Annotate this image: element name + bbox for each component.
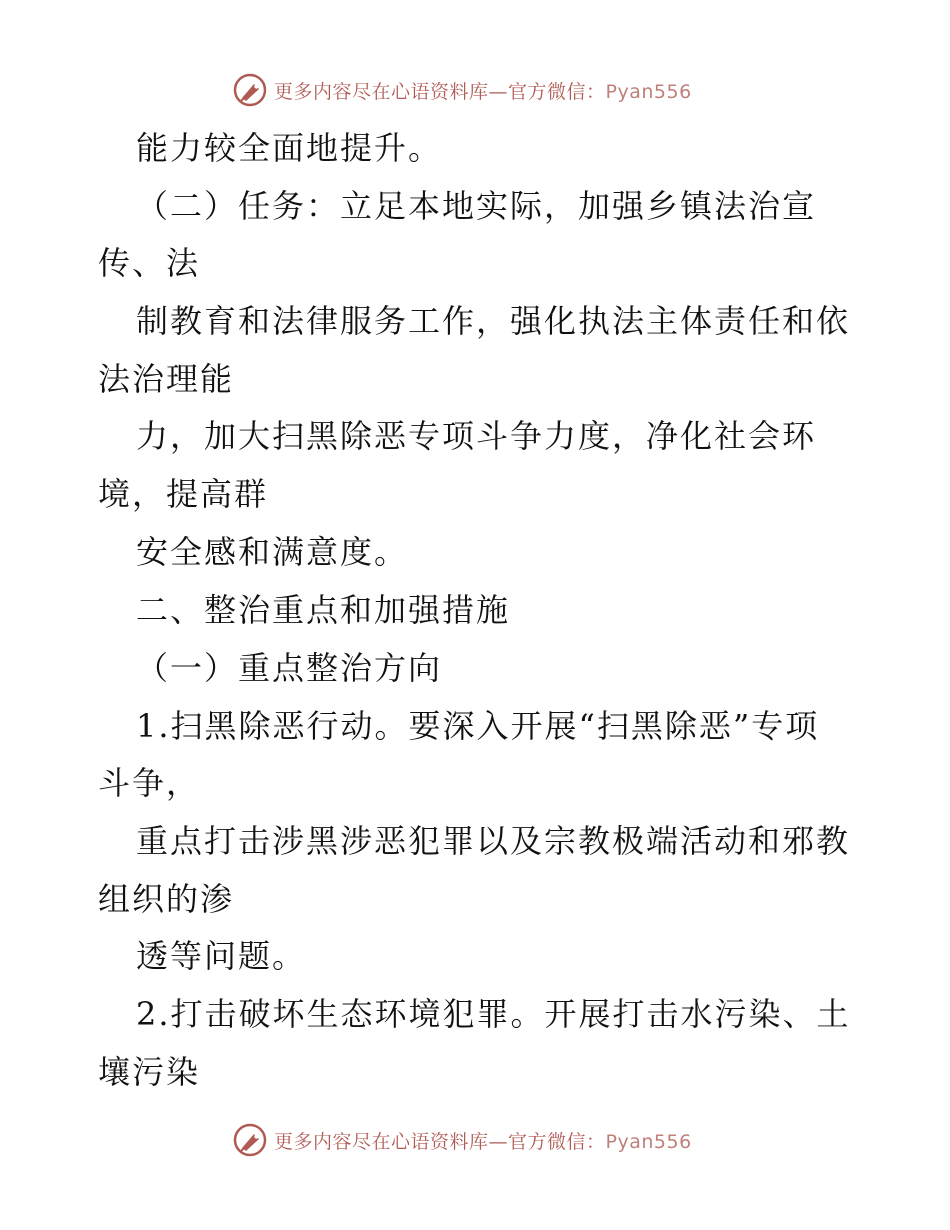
header-banner [232,70,752,110]
text-line: 斗争， [98,764,201,802]
footer-banner-text: 更多内容尽在心语资料库—官方微信：Pyan556 [274,1130,692,1153]
footer-wechat-id: Pyan556 [605,1130,692,1153]
text-line: 1.扫黑除恶行动。要深入开展“扫黑除恶”专项 [136,707,820,745]
text-line: 制教育和法律服务工作，强化执法主体责任和依 [136,302,851,340]
text-line: 传、法 [98,244,201,282]
text-line: 境，提高群 [98,475,269,513]
subsection-heading: （一）重点整治方向 [136,649,443,687]
section-heading: 二、整治重点和加强措施 [136,591,511,629]
text-line: 2.打击破坏生态环境犯罪。开展打击水污染、土 [136,995,851,1033]
pen-nib-logo-icon [232,72,268,108]
text-line: 力，加大扫黑除恶专项斗争力度，净化社会环 [136,417,817,455]
text-line: 重点打击涉黑涉恶犯罪以及宗教极端活动和邪教 [136,822,851,860]
header-banner-text: 更多内容尽在心语资料库—官方微信：Pyan556 [274,80,692,103]
text-line: 能力较全面地提升。 [136,129,443,167]
header-wechat-id: Pyan556 [605,80,692,103]
text-line: 安全感和满意度。 [136,533,409,571]
pen-nib-logo-icon [232,1122,268,1158]
footer-banner [232,1120,752,1160]
text-line: 组织的渗 [98,880,235,918]
text-line: 法治理能 [98,360,235,398]
text-line: 壤污染 [98,1053,201,1091]
text-line: （二）任务：立足本地实际，加强乡镇法治宣 [136,187,817,225]
text-line: 透等问题。 [136,937,307,975]
